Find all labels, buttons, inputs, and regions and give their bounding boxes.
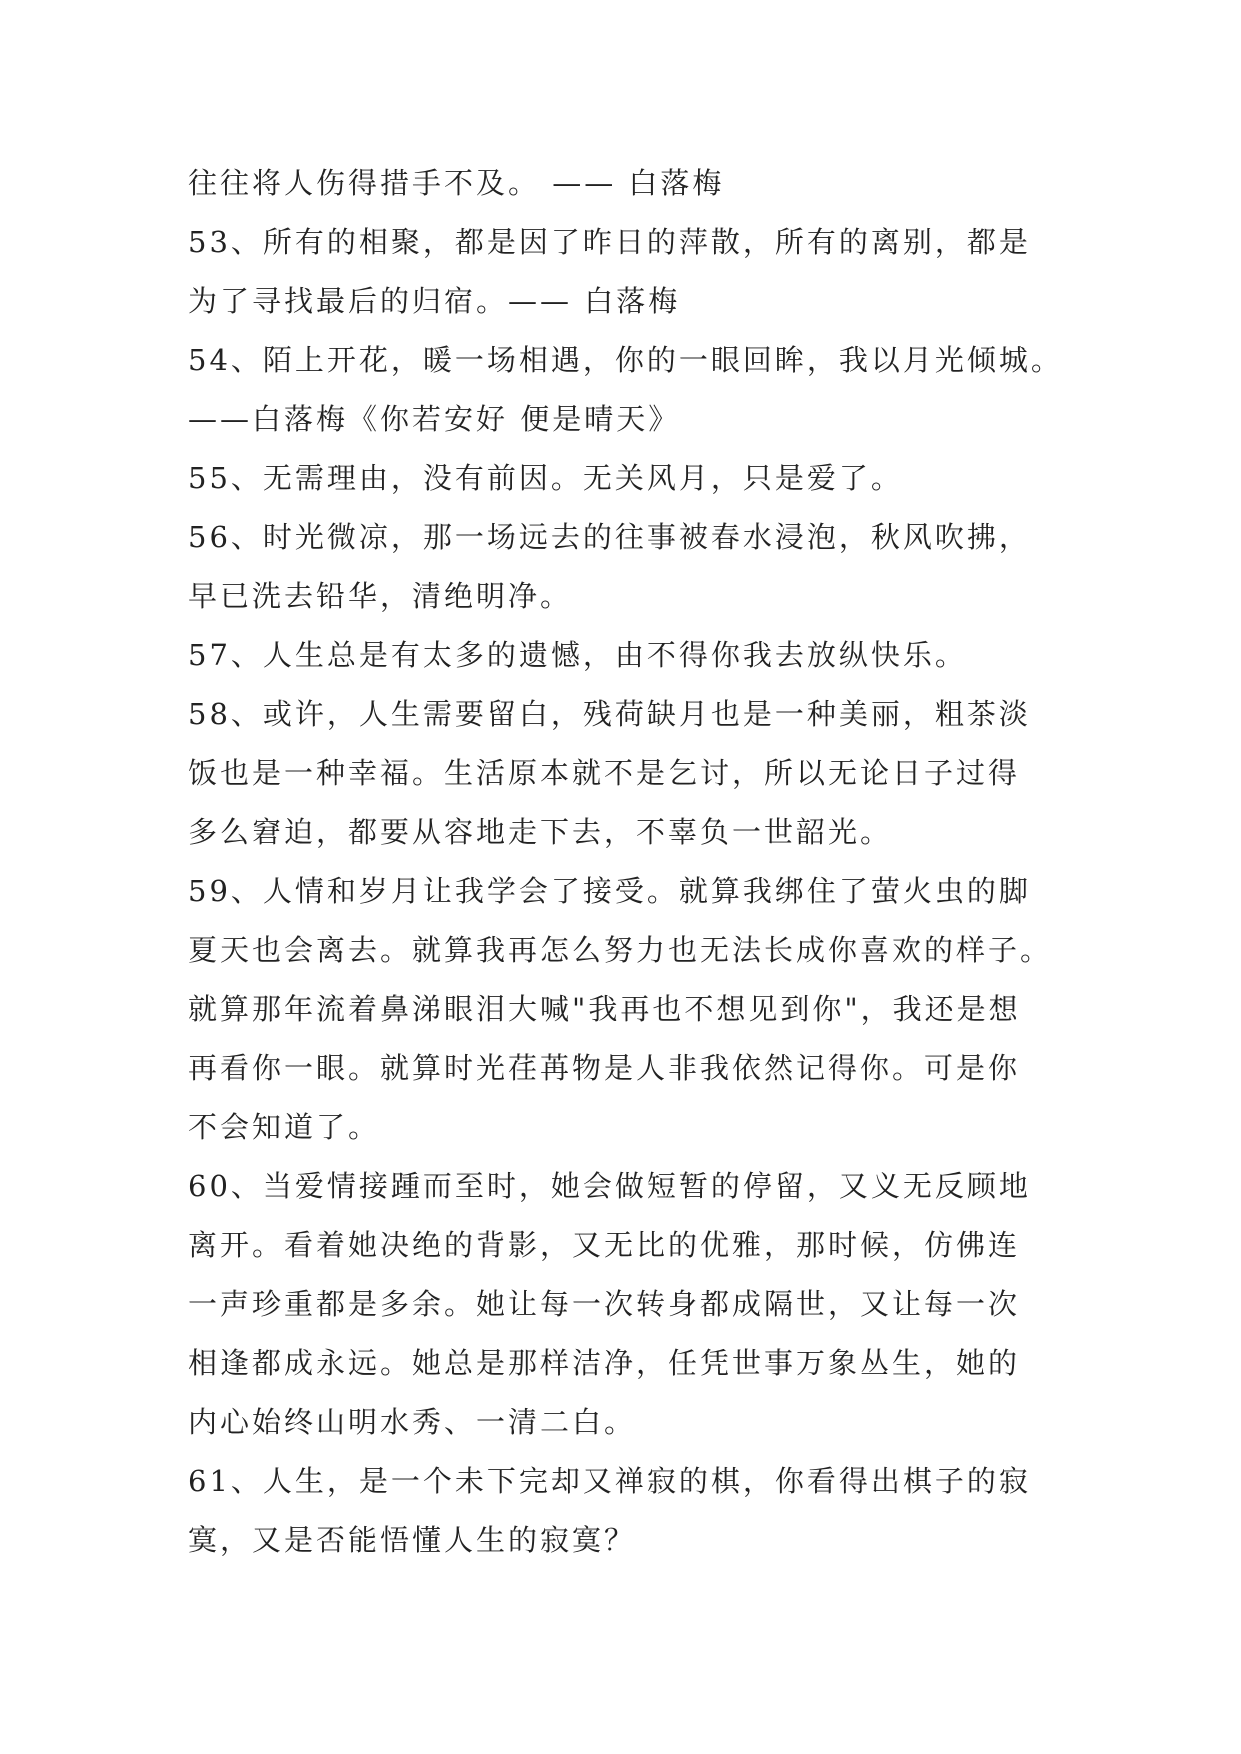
text-line: 再看你一眼。就算时光荏苒物是人非我依然记得你。可是你: [188, 1051, 1021, 1085]
text-line: 离开。看着她决绝的背影，又无比的优雅，那时候，仿佛连: [188, 1228, 1021, 1262]
text-line: 为了寻找最后的归宿。—— 白落梅: [188, 284, 681, 318]
text-line: 早已洗去铅华，清绝明净。: [188, 579, 573, 613]
text-line: 56、时光微凉，那一场远去的往事被春水浸泡，秋风吹拂，: [188, 520, 1031, 554]
document-text: [188, 154, 1068, 1570]
text-line: 一声珍重都是多余。她让每一次转身都成隔世，又让每一次: [188, 1287, 1021, 1321]
text-line: 53、所有的相聚，都是因了昨日的萍散，所有的离别，都是: [188, 225, 1031, 259]
text-line: 61、人生，是一个未下完却又禅寂的棋，你看得出棋子的寂: [188, 1464, 1031, 1498]
text-line: 58、或许，人生需要留白，残荷缺月也是一种美丽，粗茶淡: [188, 697, 1031, 731]
text-line: 就算那年流着鼻涕眼泪大喊"我再也不想见到你"，我还是想: [188, 992, 1021, 1026]
text-line: 59、人情和岁月让我学会了接受。就算我绑住了萤火虫的脚: [188, 874, 1031, 908]
text-line: 往往将人伤得措手不及。 —— 白落梅: [188, 166, 725, 200]
text-line: 寞，又是否能悟懂人生的寂寞？: [188, 1523, 637, 1557]
text-line: 60、当爱情接踵而至时，她会做短暂的停留，又义无反顾地: [188, 1169, 1031, 1203]
text-line: ——白落梅《你若安好 便是晴天》: [188, 402, 681, 436]
text-line: 55、无需理由，没有前因。无关风月，只是爱了。: [188, 461, 903, 495]
text-line: 57、人生总是有太多的遗憾，由不得你我去放纵快乐。: [188, 638, 967, 672]
text-line: 不会知道了。: [188, 1110, 381, 1144]
text-line: 内心始终山明水秀、一清二白。: [188, 1405, 637, 1439]
text-line: 相逢都成永远。她总是那样洁净，任凭世事万象丛生，她的: [188, 1346, 1021, 1380]
text-line: 夏天也会离去。就算我再怎么努力也无法长成你喜欢的样子。: [188, 933, 1053, 967]
text-line: 多么窘迫，都要从容地走下去，不辜负一世韶光。: [188, 815, 893, 849]
text-line: 54、陌上开花，暖一场相遇，你的一眼回眸，我以月光倾城。: [188, 343, 1063, 377]
text-line: 饭也是一种幸福。生活原本就不是乞讨，所以无论日子过得: [188, 756, 1021, 790]
